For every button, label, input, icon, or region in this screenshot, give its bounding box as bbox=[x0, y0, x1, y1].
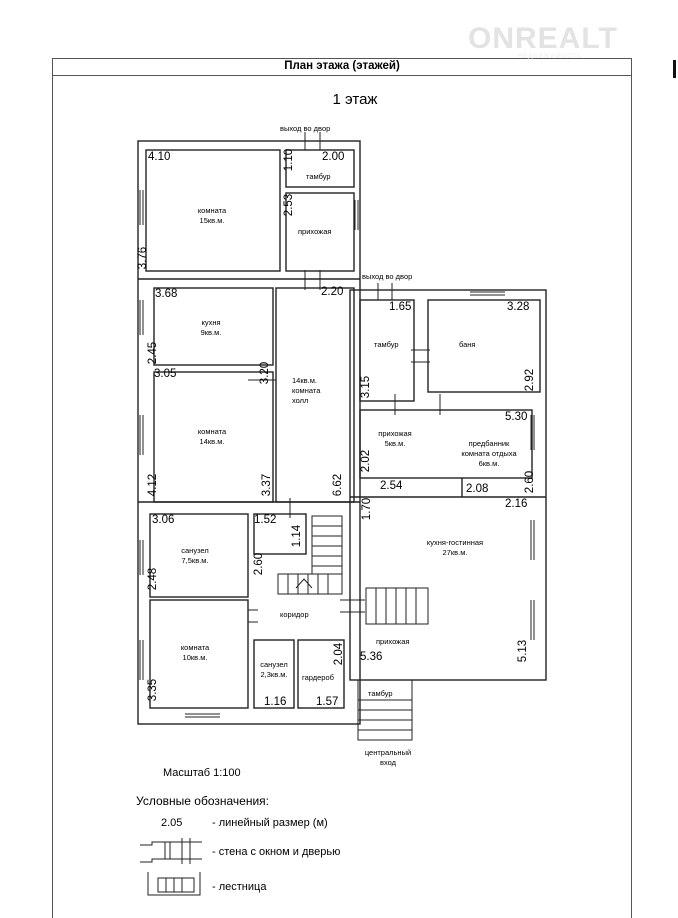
dim-3-76: 3.76 bbox=[137, 246, 150, 270]
room-area: 10кв.м. bbox=[182, 653, 208, 662]
room-10 bbox=[170, 643, 220, 663]
dim-3-35: 3.35 bbox=[147, 678, 160, 702]
label-yard-exit-top: выход во двор bbox=[280, 124, 331, 133]
dim-3-05: 3.05 bbox=[154, 368, 177, 380]
stairs-kitchen bbox=[366, 588, 428, 624]
room-hallway-bottom: прихожая bbox=[376, 637, 410, 646]
room-name: комната bbox=[197, 427, 227, 436]
dim-1-65: 1.65 bbox=[389, 301, 412, 313]
legend-sample-value: 2.05 bbox=[161, 817, 183, 829]
room-name: предбанник bbox=[468, 439, 510, 448]
room-name: комната bbox=[292, 386, 321, 395]
dim-5-36: 5.36 bbox=[360, 651, 383, 663]
dim-3-37: 3.37 bbox=[261, 473, 274, 497]
room-name: прихожая bbox=[378, 429, 412, 438]
room-area: 9кв.м. bbox=[200, 328, 222, 337]
room-area: 7,5кв.м. bbox=[181, 556, 209, 565]
dim-2-45: 2.45 bbox=[147, 341, 160, 365]
dim-2-53: 2.53 bbox=[283, 193, 296, 217]
room-bathroom-75 bbox=[170, 546, 220, 566]
bath-outline bbox=[428, 300, 540, 392]
doors bbox=[248, 132, 440, 640]
legend-item-dimension: - линейный размер (м) bbox=[212, 817, 328, 829]
watermark-tagline: НЕДВИЖИМОСТЬ bbox=[518, 54, 582, 60]
room-area: 14кв.м. bbox=[292, 376, 317, 385]
room-hallway-top: прихожая bbox=[298, 227, 332, 236]
room-area: 27кв.м. bbox=[442, 548, 468, 557]
room-area: 5кв.м. bbox=[384, 439, 406, 448]
dim-2-00: 2.00 bbox=[322, 151, 345, 163]
room-14 bbox=[180, 427, 244, 447]
dim-3-06: 3.06 bbox=[152, 514, 175, 526]
room-15 bbox=[180, 206, 244, 226]
dim-1-57: 1.57 bbox=[316, 696, 339, 708]
room-name: кухня bbox=[201, 318, 221, 327]
room-name: холл bbox=[292, 396, 309, 405]
dim-3-68: 3.68 bbox=[155, 288, 178, 300]
room-bathroom-23 bbox=[254, 660, 294, 680]
dim-1-70: 1.70 bbox=[361, 497, 374, 521]
room-vestibule-right: тамбур bbox=[374, 340, 399, 349]
dim-1-10: 1.10 bbox=[283, 148, 296, 172]
dim-3-28: 3.28 bbox=[507, 301, 530, 313]
room-name: комната отдыха bbox=[461, 449, 517, 458]
label-central-entrance: центральный вход bbox=[364, 748, 412, 767]
room-area: 2,3кв.м. bbox=[260, 670, 288, 679]
dim-2-60-right: 2.60 bbox=[524, 470, 537, 494]
stairs-corridor bbox=[278, 516, 342, 594]
legend-item-stairs: - лестница bbox=[212, 881, 267, 893]
scale-label: Масштаб 1:100 bbox=[163, 767, 241, 779]
dim-5-13: 5.13 bbox=[517, 639, 530, 663]
dim-2-60-mid: 2.60 bbox=[253, 552, 266, 576]
plan-header-title: План этажа (этажей) bbox=[52, 58, 632, 76]
room-vestibule-top: тамбур bbox=[306, 172, 331, 181]
dim-1-16: 1.16 bbox=[264, 696, 287, 708]
room-wardrobe: гардероб bbox=[302, 673, 334, 682]
dim-2-92: 2.92 bbox=[524, 368, 537, 392]
dim-2-16: 2.16 bbox=[505, 498, 528, 510]
dim-3-20: 3.20 bbox=[259, 361, 272, 385]
room-hall bbox=[292, 376, 332, 406]
room-name: кухня-гостинная bbox=[426, 538, 484, 547]
dim-4-12: 4.12 bbox=[147, 473, 160, 497]
room-area: 14кв.м. bbox=[199, 437, 225, 446]
room-name: комната bbox=[180, 643, 210, 652]
dim-2-04: 2.04 bbox=[333, 642, 346, 666]
dim-2-20: 2.20 bbox=[321, 286, 344, 298]
dim-2-48: 2.48 bbox=[147, 567, 160, 591]
dim-2-08: 2.08 bbox=[466, 483, 489, 495]
room-name: санузел bbox=[181, 546, 209, 555]
room-corridor: коридор bbox=[280, 610, 309, 619]
room-hallway-5 bbox=[370, 429, 420, 449]
dim-5-30: 5.30 bbox=[505, 411, 528, 423]
room-name: комната bbox=[197, 206, 227, 215]
room-area: 15кв.м. bbox=[199, 216, 225, 225]
legend-item-wall: - стена с окном и дверью bbox=[212, 846, 341, 858]
legend-title: Условные обозначения: bbox=[136, 794, 269, 808]
dim-1-52: 1.52 bbox=[254, 514, 277, 526]
dim-2-54: 2.54 bbox=[380, 480, 403, 492]
room-area: 6кв.м. bbox=[478, 459, 500, 468]
watermark-logo: ONREALT bbox=[468, 22, 618, 55]
dim-4-10: 4.10 bbox=[148, 151, 171, 163]
dim-2-02: 2.02 bbox=[360, 449, 373, 473]
room-kitchen bbox=[186, 318, 236, 338]
floor-title: 1 этаж bbox=[332, 91, 378, 108]
room-kitchen-living bbox=[420, 538, 490, 558]
dim-3-15: 3.15 bbox=[360, 375, 373, 399]
dim-1-14: 1.14 bbox=[291, 524, 304, 548]
room-vestibule-bottom: тамбур bbox=[368, 689, 393, 698]
room-name: санузел bbox=[260, 660, 288, 669]
dim-6-62: 6.62 bbox=[332, 473, 345, 497]
legend-symbols bbox=[140, 838, 202, 895]
label-yard-exit-right: выход во двор bbox=[362, 272, 413, 281]
room-bath: баня bbox=[459, 340, 476, 349]
room-dressing bbox=[454, 439, 524, 469]
